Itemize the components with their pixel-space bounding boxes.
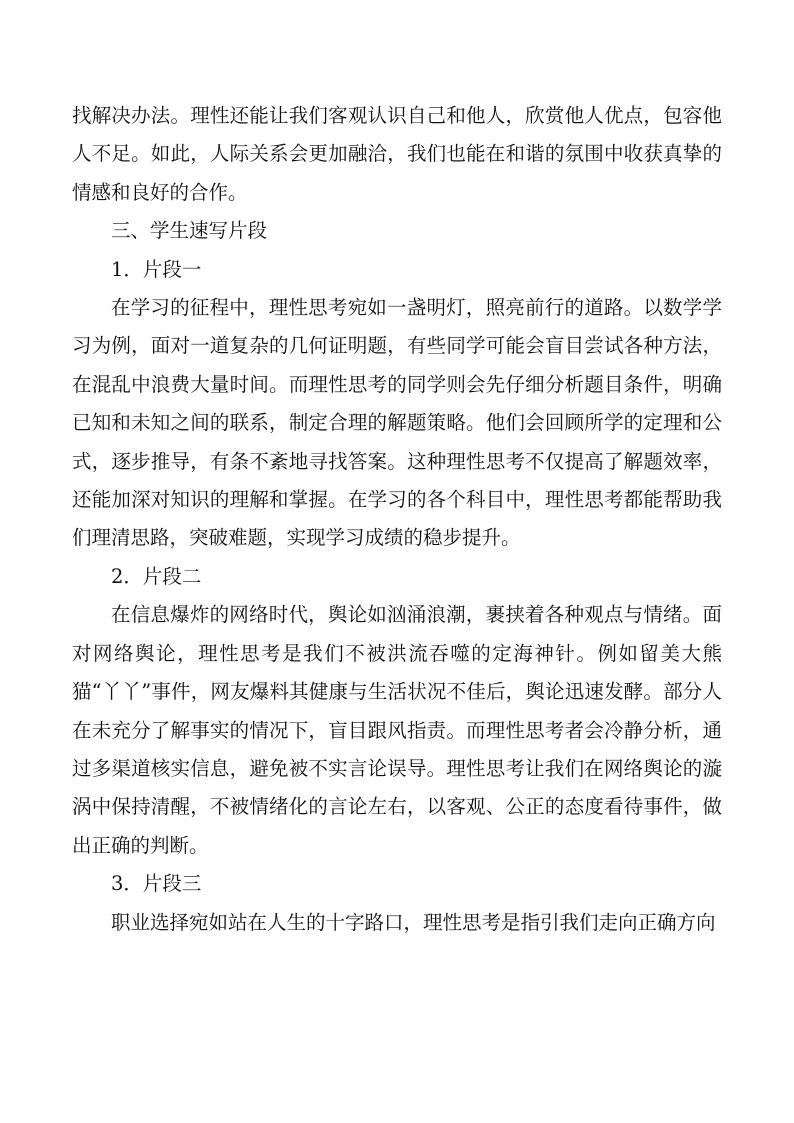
fragment-1-paragraph: 在学习的征程中，理性思考宛如一盏明灯，照亮前行的道路。以数学学习为例，面对一道复杂的几何证明题，有些同学可能会盲目尝试各种方法，在混乱中浪费大量时间。而理性思考的同学则会先仔细分析题目条件，明确已知和未知之间的联系，制定合理的解题策略。他们会回顾所学的定理和公式，逐步推导，有条不紊地寻找答案。这种理性思考不仅提高了解题效率，还能加深对知识的理解和掌握。在学习的各个科目中，理性思考都能帮助我们理清思路，突破难题，实现学习成绩的稳步提升。	[72, 296, 722, 550]
fragment-2-heading: 2．片段二	[111, 564, 202, 588]
fragment-2-paragraph: 在信息爆炸的网络时代，舆论如汹涌浪潮，裹挟着各种观点与情绪。面对网络舆论，理性思考是我们不被洪流吞噬的定海神针。例如留美大熊猫“丫丫”事件，网友爆料其健康与生活状况不佳后，舆论迅速发酵。部分人在未充分了解事实的情况下，盲目跟风指责。而理性思考者会冷静分析，通过多渠道核实信息，避免被不实言论误导。理性思考让我们在网络舆论的漩涡中保持清醒，不被情绪化的言论左右，以客观、公正的态度看待事件，做出正确的判断。	[72, 603, 722, 857]
document-page	[72, 97, 722, 942]
section-heading: 三、学生速写片段	[111, 219, 268, 243]
fragment-1-heading: 1．片段一	[111, 257, 202, 281]
fragment-3-heading: 3．片段三	[111, 872, 202, 896]
continuation-paragraph: 找解决办法。理性还能让我们客观认识自己和他人，欣赏他人优点，包容他人不足。如此，人际关系会更加融洽，我们也能在和谐的氛围中收获真挚的情感和良好的合作。	[72, 104, 722, 204]
fragment-3-paragraph: 职业选择宛如站在人生的十字路口，理性思考是指引我们走向正确方向	[111, 910, 716, 934]
